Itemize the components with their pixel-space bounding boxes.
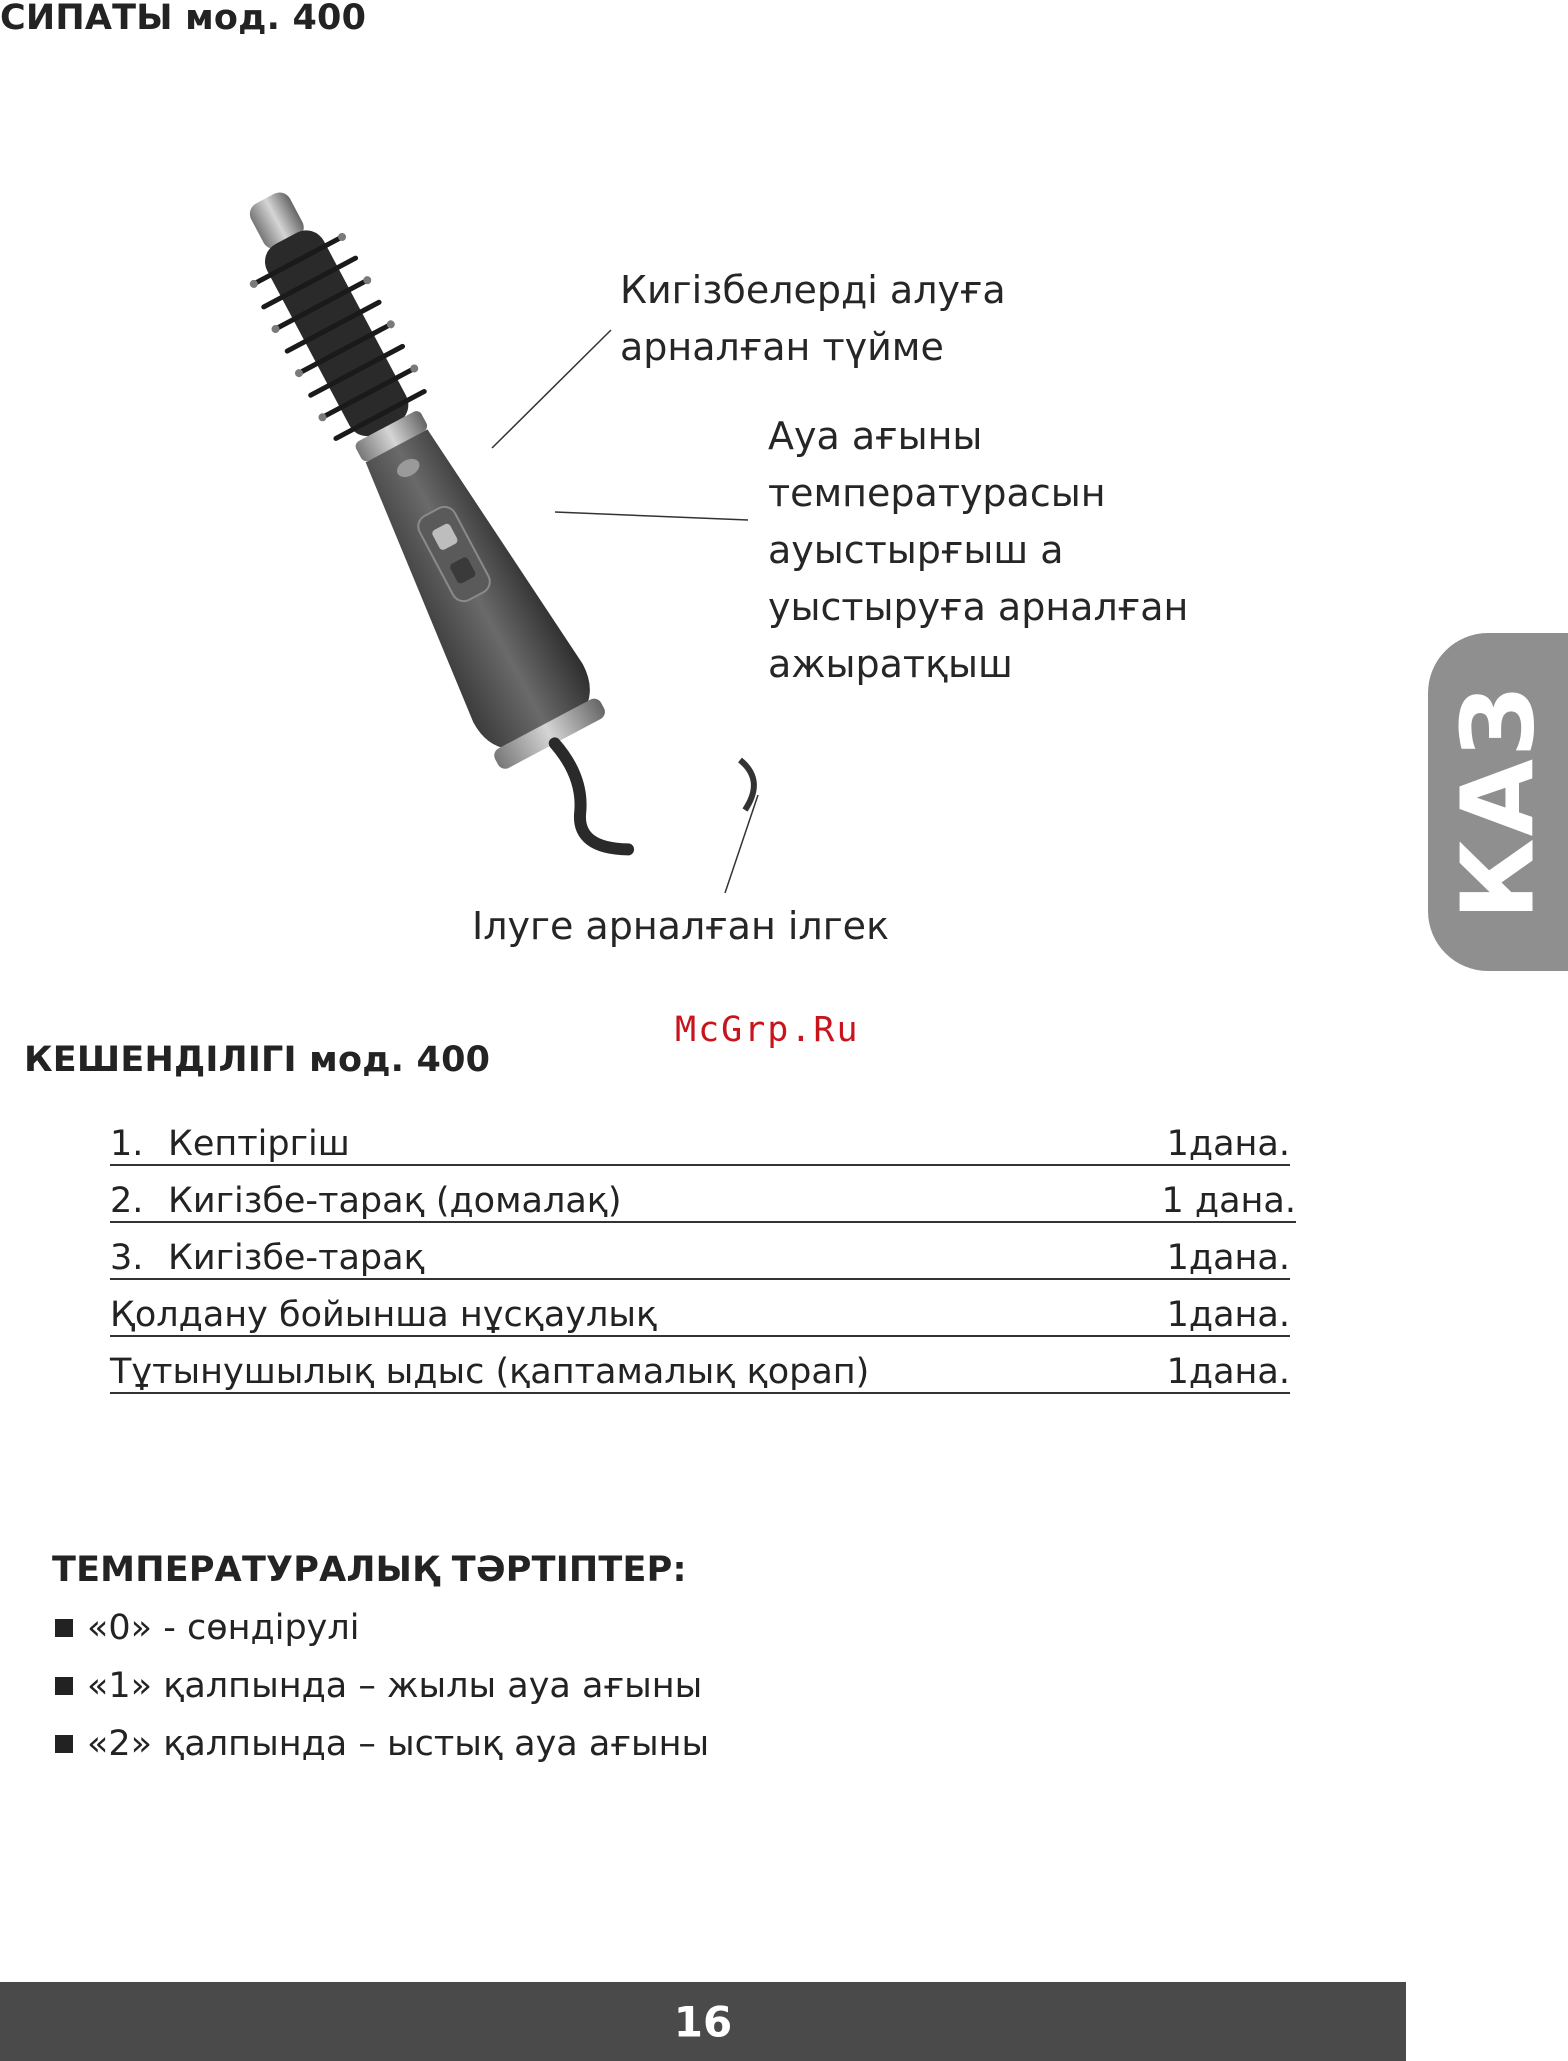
page-number: 16 — [673, 1997, 733, 2046]
row-quantity: 1дана. — [1166, 1295, 1290, 1335]
square-bullet-icon — [55, 1735, 73, 1753]
release-button-label: Кигізбелерді алуға арналған түйме — [620, 268, 1006, 369]
language-tab — [1428, 633, 1568, 971]
contents-row — [110, 1118, 1290, 1166]
row-quantity: 1дана. — [1166, 1352, 1290, 1392]
mode-item: «2» қалпында – ыстық ауа ағыны — [55, 1724, 709, 1764]
hanging-loop-label: Ілуге арналған ілгек — [472, 904, 890, 948]
row-name: Қолдану бойынша нұсқаулық — [110, 1295, 658, 1335]
contents-row — [110, 1346, 1290, 1394]
contents-row — [110, 1289, 1290, 1337]
row-name: Кигізбе-тарақ — [168, 1238, 425, 1278]
specs-title: СИПАТЫ мод. 400 — [0, 0, 367, 38]
contents-row — [110, 1175, 1296, 1223]
language-tab-label: КАЗ — [1439, 683, 1557, 921]
mode-item: «1» қалпында – жылы ауа ағыны — [55, 1666, 702, 1706]
square-bullet-icon — [55, 1677, 73, 1695]
row-name: Тұтынушылық ыдыс (қаптамалық қорап) — [110, 1352, 870, 1392]
contents-row — [110, 1232, 1290, 1280]
square-bullet-icon — [55, 1619, 73, 1637]
page-footer — [0, 1982, 1406, 2061]
mode-item: «0» - сөндірулі — [55, 1608, 359, 1648]
row-quantity: 1дана. — [1166, 1238, 1290, 1278]
row-quantity: 1 дана. — [1161, 1181, 1296, 1221]
row-name: Кигізбе-тарақ (домалақ) — [168, 1181, 622, 1221]
row-quantity: 1дана. — [1166, 1124, 1290, 1164]
temperature-switch-label: Ауа ағыны температурасын ауыстырғыш а уыстыруға арналған ажыратқыш — [768, 414, 1189, 686]
modes-title: ТЕМПЕРАТУРАЛЫҚ ТӘРТІПТЕР: — [52, 1550, 687, 1590]
row-name: Кептіргіш — [168, 1124, 350, 1164]
watermark: McGrp.Ru — [675, 1010, 860, 1050]
row-number: 2. — [110, 1181, 144, 1221]
contents-title: КЕШЕНДІЛІГІ мод. 400 — [24, 1040, 491, 1080]
row-number: 3. — [110, 1238, 144, 1278]
row-number: 1. — [110, 1124, 144, 1164]
